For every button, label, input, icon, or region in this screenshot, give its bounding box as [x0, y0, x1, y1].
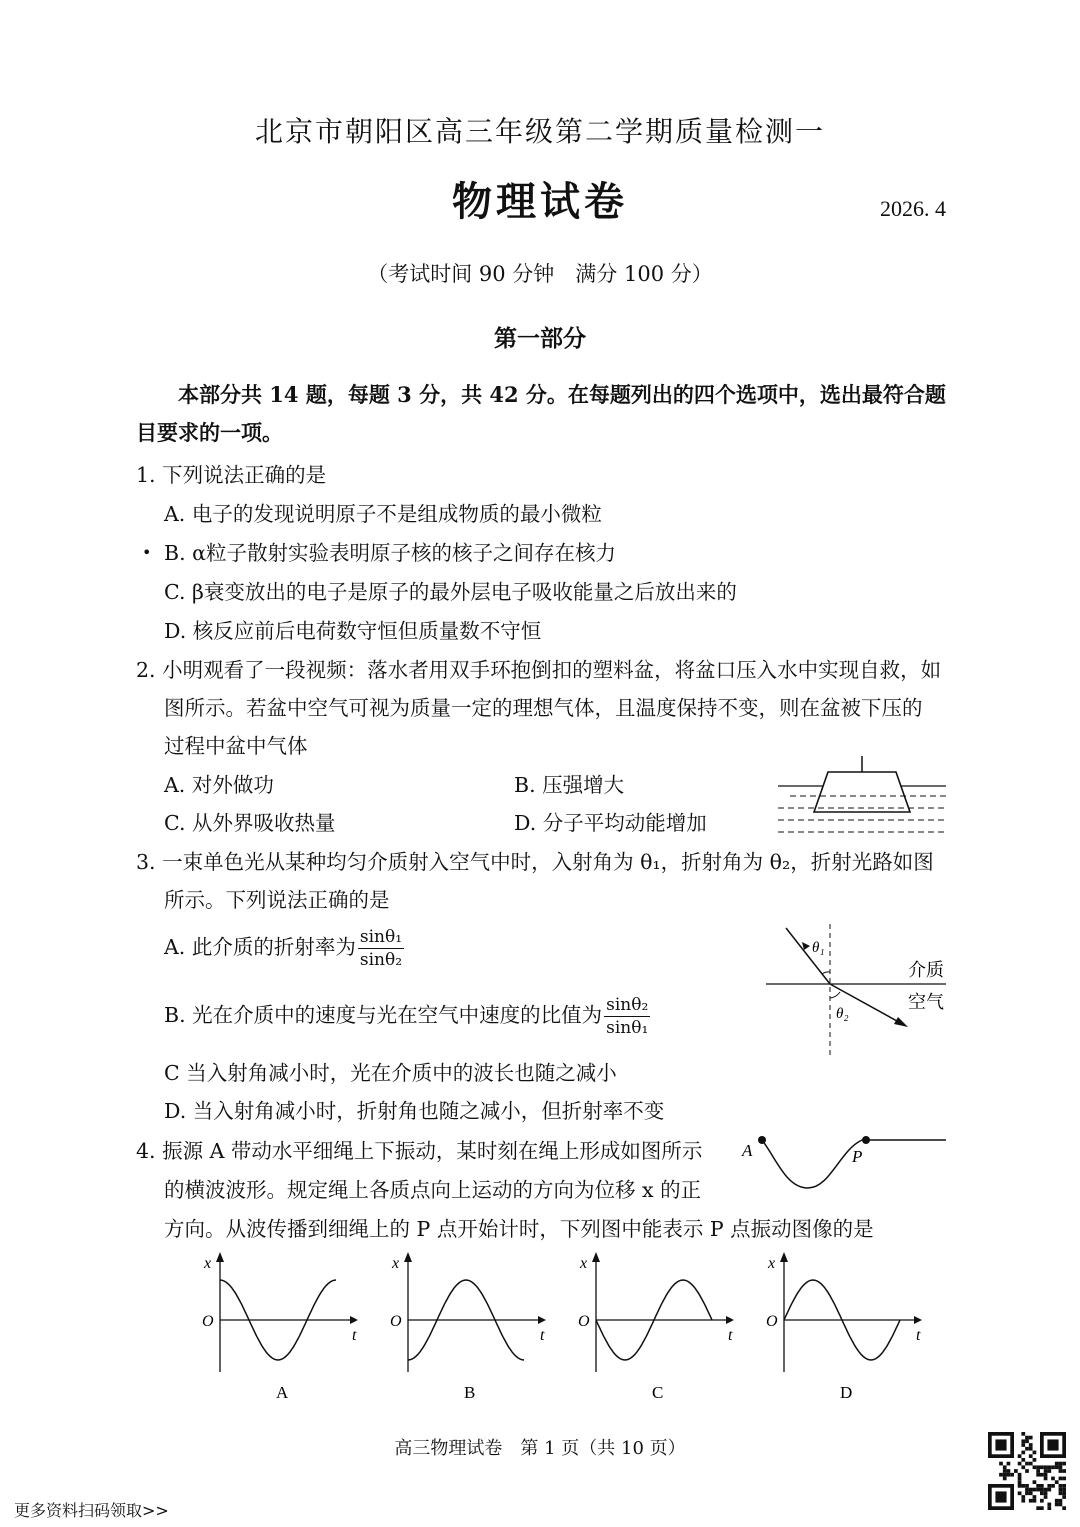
q3-option-a-fraction [358, 926, 404, 971]
q1-option-d: D. 核反应前后电荷数守恒但质量数不守恒 [164, 619, 542, 643]
graph-A-y-arrow-icon [216, 1252, 224, 1262]
q1-option-b: B. α粒子散射实验表明原子核的核子之间存在核力 [164, 541, 616, 565]
q1-option-c: C. β衰变放出的电子是原子的最外层电子吸收能量之后放出来的 [164, 580, 737, 604]
graph-D-origin: O [766, 1313, 778, 1330]
graph-A-y-label: x [204, 1255, 212, 1272]
q4-stem-line1: 4. 振源 A 带动水平细绳上下振动，某时刻在绳上形成如图所示 [136, 1139, 703, 1163]
graph-A-x-label: t [352, 1327, 357, 1344]
graph-B-x-arrow-icon [538, 1316, 546, 1324]
graph-D-y-label: x [768, 1255, 776, 1272]
q4-stem-line3: 方向。从波传播到细绳上的 P 点开始计时，下列图中能表示 P 点振动图像的是 [164, 1217, 874, 1241]
page-footer: 高三物理试卷 第 1 页（共 10 页） [394, 1438, 686, 1459]
q3-stem-line2: 所示。下列说法正确的是 [164, 888, 390, 912]
q2-option-b: B. 压强增大 [514, 773, 625, 797]
graph-B-y-label: x [392, 1255, 400, 1272]
q2-basin-figure [770, 752, 960, 838]
part-instructions: 本部分共 14 题，每题 3 分，共 42 分。在每题列出的四个选项中，选出最符合题目要求的一项。 [136, 382, 946, 445]
refracted-arrow-icon [894, 1017, 908, 1027]
q4-wave-figure [736, 1128, 952, 1194]
graph-B-y-arrow-icon [404, 1252, 412, 1262]
graph-A-caption: A [276, 1383, 289, 1402]
q3-option-b-text: B. 光在介质中的速度与光在空气中速度的比值为 [164, 1003, 603, 1027]
graph-C-caption: C [652, 1383, 664, 1402]
q3-a-denominator: sinθ₂ [359, 950, 403, 970]
q2-stem-line3: 过程中盆中气体 [164, 734, 308, 758]
graph-D-y-arrow-icon [780, 1252, 788, 1262]
q3-option-b-fraction [604, 994, 650, 1039]
graph-A-origin: O [202, 1313, 214, 1330]
q3-option-a-text: A. 此介质的折射率为 [164, 935, 356, 959]
source-a-dot [758, 1136, 766, 1144]
theta1-arc [822, 972, 830, 974]
point-p-dot [862, 1136, 870, 1144]
graph-C-y-label: x [580, 1255, 588, 1272]
graph-B-caption: B [464, 1383, 476, 1402]
fig-air-label: 空气 [908, 992, 944, 1012]
q3-b-denominator: sinθ₁ [606, 1018, 649, 1038]
theta2-arc [830, 992, 840, 998]
q2-option-a: A. 对外做功 [164, 773, 274, 797]
fig-theta1: θ₁ [812, 940, 825, 956]
q4-vibration-graphs [190, 1250, 920, 1410]
q3-stem-line1: 3. 一束单色光从某种均匀介质射入空气中时，入射角为 θ₁，折射角为 θ₂，折射光路如图 [136, 850, 934, 874]
q3-refraction-figure [760, 920, 960, 1060]
graph-C-x-arrow-icon [726, 1316, 734, 1324]
q2-stem-line1: 2. 小明观看了一段视频：落水者用双手环抱倒扣的塑料盆，将盆口压入水中实现自救，如 [136, 658, 942, 682]
fig-label-p: P [852, 1147, 863, 1166]
graph-D-caption: D [840, 1383, 853, 1402]
more-materials-link[interactable]: 更多资料扫码领取>> [14, 1501, 169, 1520]
bullet-dot-icon: • [142, 543, 152, 562]
graph-B-origin: O [390, 1313, 402, 1330]
qr-code-icon[interactable] [988, 1432, 1066, 1510]
q2-option-d: D. 分子平均动能增加 [514, 811, 707, 835]
q2-option-c: C. 从外界吸收热量 [164, 811, 336, 835]
graph-D-x-label: t [916, 1327, 921, 1344]
q3-option-d: D. 当入射角减小时，折射角也随之减小，但折射率不变 [164, 1099, 665, 1123]
fig-theta2: θ₂ [836, 1006, 849, 1022]
fig-label-a: A [742, 1141, 753, 1160]
exam-date: 2026. 4 [880, 196, 946, 221]
school-line: 北京市朝阳区高三年级第二学期质量检测一 [254, 115, 825, 148]
q2-stem-line2: 图所示。若盆中空气可视为质量一定的理想气体，且温度保持不变，则在盆被下压的 [164, 696, 923, 720]
incident-ray [786, 928, 830, 984]
q3-a-numerator: sinθ₁ [359, 927, 403, 947]
graph-C-x-label: t [728, 1327, 733, 1344]
part-title: 第一部分 [494, 325, 586, 352]
page-title: 物理试卷 [452, 178, 628, 225]
basin-shape [814, 772, 910, 812]
graph-A-x-arrow-icon [350, 1316, 358, 1324]
q3-b-numerator: sinθ₂ [606, 995, 649, 1015]
graph-B-x-label: t [540, 1327, 545, 1344]
fig-medium-label: 介质 [908, 960, 944, 980]
graph-C-y-arrow-icon [592, 1252, 600, 1262]
q1-stem: 1. 下列说法正确的是 [136, 463, 327, 487]
q3-option-a [164, 926, 404, 971]
graph-D-x-arrow-icon [914, 1316, 922, 1324]
q3-option-b [164, 994, 650, 1039]
graph-C-origin: O [578, 1313, 590, 1330]
q1-option-a: A. 电子的发现说明原子不是组成物质的最小微粒 [164, 502, 602, 526]
exam-time: （考试时间 90 分钟 满分 100 分） [367, 262, 713, 286]
q4-stem-line2: 的横波波形。规定绳上各质点向上运动的方向为位移 x 的正 [164, 1178, 702, 1202]
q3-option-c: C 当入射角减小时，光在介质中的波长也随之减小 [164, 1061, 617, 1085]
